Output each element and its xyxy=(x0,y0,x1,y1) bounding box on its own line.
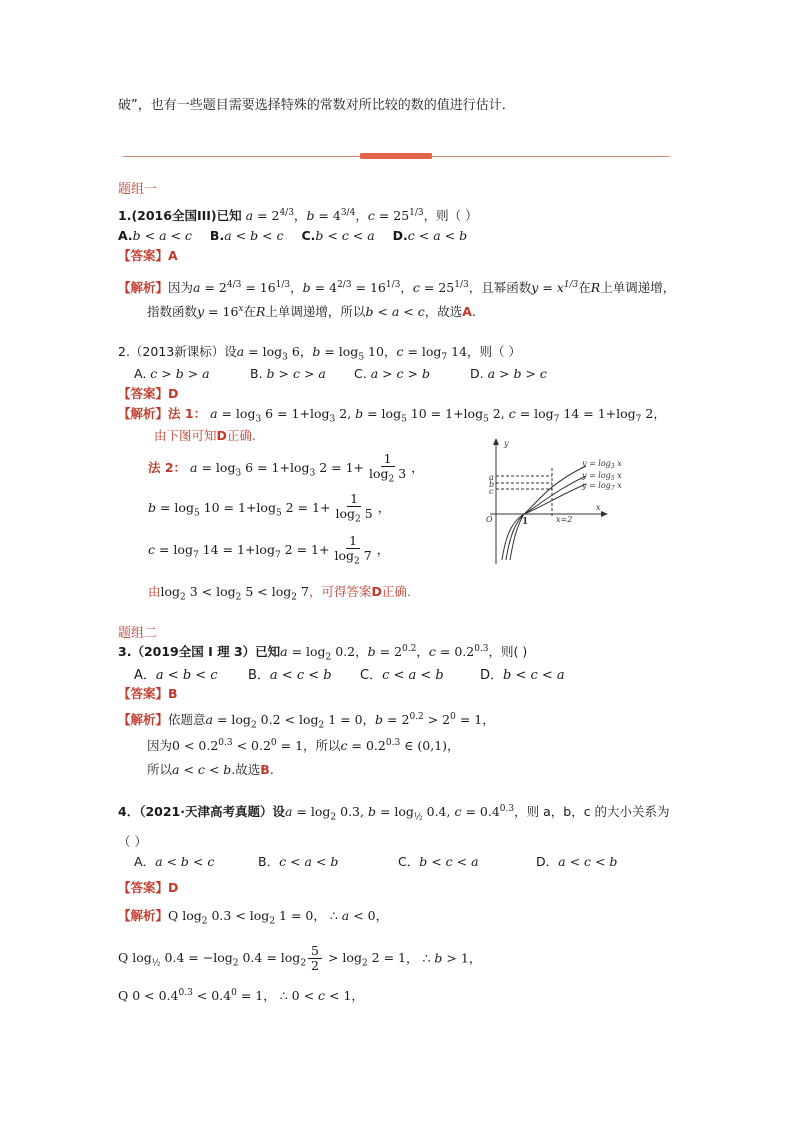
q4-option-c: C．b < c < a xyxy=(398,854,479,869)
graph-b-label: b xyxy=(489,480,495,489)
q3-option-d: D．b < c < a xyxy=(480,668,565,683)
graph-c-label: c xyxy=(489,487,494,496)
q1-analysis-line2: 指数函数$y = 16^x$在R上单调递增，所以b < a < c，故选A. xyxy=(147,303,476,319)
graph-curve2-label: $y = \log_5 x$ xyxy=(582,471,622,482)
q3-option-a: A．a < b < c xyxy=(134,668,218,683)
q3-analysis-line2: 因为$0 < 0.2^{0.3} < 0.2^0 = 1$，所以$c = 0.2^{0.3}$ ∈ (0,1)， xyxy=(147,737,460,753)
graph-curve3-label: $y = \log_7 x$ xyxy=(582,481,622,492)
q3-analysis-line3: 所以a < c < b.故选B. xyxy=(147,762,274,777)
q4-answer: 【答案】D xyxy=(118,880,179,895)
group1-title: 题组一 xyxy=(118,182,158,197)
q1-stem: 1.(2016全国III)已知 $a = 2^{4/3}$，$b = 4^{3/4}$，$c = 25^{1/3}$，则（ ） xyxy=(118,207,478,223)
q2-option-a: A. c > b > a xyxy=(134,366,210,381)
q2-conclusion: 由$\log_2 3 < \log_2 5 < \log_2 7$，可得答案D正确. xyxy=(148,584,411,603)
q4-stem: 4．（2021·天津高考真题）设$a = \log_2 0.3$, $b = \log_{\frac{1}{2}} 0.4$, $c = 0.4^{0.3}$，则 a，b，c 的大小关系为 xyxy=(118,803,670,823)
q2-method2-c: $c = \log_7 14 = 1+\log_7$ 2 = 1+ $\frac{1}{\log_2 7}$ ， xyxy=(148,533,390,567)
q2-method1: 【解析】法 1： $a = \log_3 6 = 1+\log_3$ 2, $b = \log_5 10 = 1+\log_5$ 2, $c = \log_7 14 = 1+\log_7$ 2， xyxy=(118,406,666,425)
intro-text: 破”，也有一些题目需要选择特殊的常数对所比较的数的值进行估计． xyxy=(118,98,515,113)
q2-method2-b: $b = \log_5 10 = 1+\log_5$ 2 = 1+ $\frac{1}{\log_2 5}$ ， xyxy=(148,491,391,525)
q4-analysis-line2: Q $\log_{\frac{1}{2}} 0.4 = -\log_2$ $0.4 = \log_2$ $\frac{5}{2}$ > $\log_2 2 = 1$， ∴ b > 1， xyxy=(118,943,482,974)
graph-origin-label: O xyxy=(486,515,493,524)
graph-x2-label: x=2 xyxy=(556,515,573,524)
graph-y-label: y xyxy=(504,439,509,448)
graph-one-label: 1 xyxy=(522,517,529,527)
q2-method1-note: 由下图可知D正确. xyxy=(154,428,256,443)
q4-paren: （ ） xyxy=(118,834,147,849)
q4-analysis-line3: Q $0 < 0.4^{0.3} < 0.4^0 = 1$， ∴ 0 < c < 1， xyxy=(118,987,364,1003)
q1-options: A.b < a < c B.a < b < c C.b < c < a D.c < a < b xyxy=(118,228,468,243)
q2-option-d: D. a > b > c xyxy=(470,366,547,381)
q4-option-a: A．a < b < c xyxy=(134,854,215,869)
group2-title: 题组二 xyxy=(118,626,158,641)
q4-option-d: D．a < c < b xyxy=(536,854,618,869)
q3-option-b: B．a < c < b xyxy=(248,668,332,683)
q2-log-graph xyxy=(476,436,636,568)
q4-option-b: B．c < a < b xyxy=(258,854,339,869)
graph-curve1-label: $y = \log_3 x$ xyxy=(582,459,622,470)
graph-curve-log3 xyxy=(502,466,586,560)
q3-stem: 3.（2019全国 I 理 3）已知$a = \log_2 0.2$，$b = 2^{0.2}$，$c = 0.2^{0.3}$，则( ) xyxy=(118,643,528,663)
graph-y-arrow xyxy=(493,438,499,445)
q4-analysis-line1: 【解析】Q $\log_2 0.3 < \log_2 1 = 0$， ∴ a < 0， xyxy=(118,908,389,927)
graph-a-label: a xyxy=(489,473,494,482)
section-divider-accent xyxy=(360,153,432,159)
q2-stem: 2.（2013新课标）设$a = \log_3 6$，$b = \log_5 10$，$c = \log_7 14$，则（ ） xyxy=(118,344,522,363)
q2-option-b: B. b > c > a xyxy=(250,366,326,381)
q1-answer: 【答案】A xyxy=(118,248,178,263)
q3-option-c: C．c < a < b xyxy=(360,668,444,683)
q3-analysis-line1: 【解析】依题意$a = \log_2 0.2 < \log_2 1 = 0$，$b = 2^{0.2} > 2^0 = 1$， xyxy=(118,711,495,731)
graph-x-label: x xyxy=(596,503,601,512)
graph-x-arrow xyxy=(601,511,608,517)
q2-answer: 【答案】D xyxy=(118,386,179,401)
q2-method2-a: 法 2： $a = \log_3 6 = 1+\log_3$ 2 = 1+ $\frac{1}{\log_2 3}$ ， xyxy=(148,451,424,485)
q1-analysis-line1: 【解析】因为$a = 2^{4/3} = 16^{1/3}$，$b = 4^{2/3} = 16^{1/3}$，$c = 25^{1/3}$，且幂函数$y = x^{1/3}$在R上单调递增， xyxy=(118,279,676,295)
q3-answer: 【答案】B xyxy=(118,686,178,701)
q2-option-c: C. a > c > b xyxy=(354,366,430,381)
